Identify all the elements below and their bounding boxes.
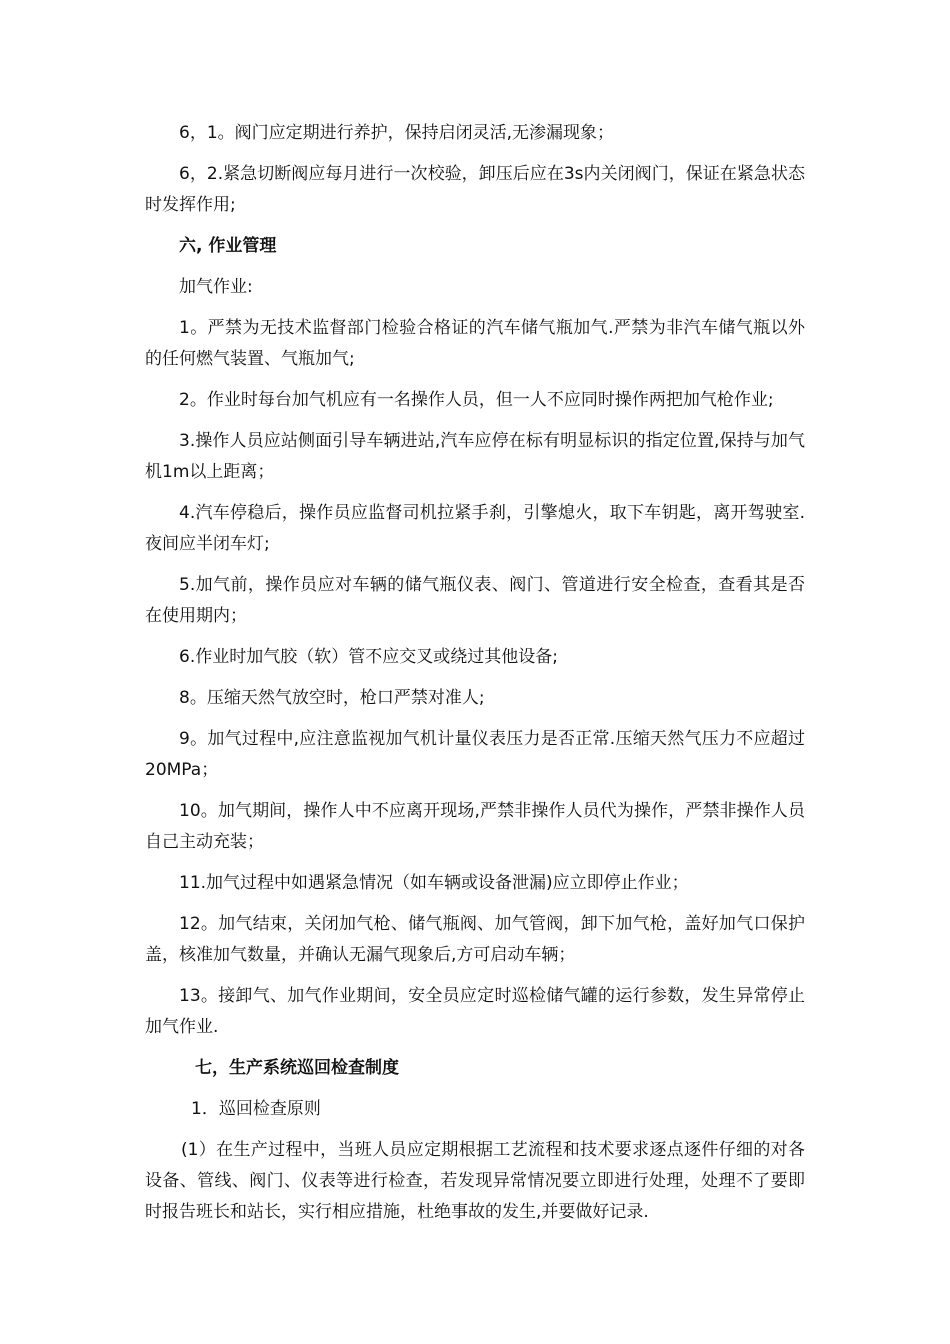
paragraph-6-1: 6，1。阀门应定期进行养护，保持启闭灵活,无渗漏现象； <box>179 123 615 143</box>
rule-3: 3.操作人员应站侧面引导车辆进站,汽车应停在标有明显标识的指定位置,保持与加气机1m以上距离； <box>145 431 805 482</box>
section-heading-6: 六, 作业管理 <box>179 236 277 256</box>
rule-6: 6.作业时加气胶（软）管不应交叉或绕过其他设备; <box>179 647 558 667</box>
inspection-principle-1: (1）在生产过程中，当班人员应定期根据工艺流程和技术要求逐点逐件仔细的对各设备、管线、阀门、仪表等进行检查，若发现异常情况要立即进行处理，处理不了要即时报告班长和站长，实行相应措施，杜绝事故的发生,并要做好记录. <box>145 1140 805 1222</box>
rule-4: 4.汽车停稳后，操作员应监督司机拉紧手刹，引擎熄火，取下车钥匙，离开驾驶室.夜间应半闭车灯; <box>145 503 805 554</box>
document-body <box>145 118 805 1228</box>
rule-13: 13。接卸气、加气作业期间，安全员应定时巡检储气罐的运行参数，发生异常停止加气作业. <box>145 986 805 1037</box>
subheading-refueling: 加气作业: <box>179 277 253 297</box>
subsection-1-title: 1．巡回检查原则 <box>191 1099 321 1119</box>
rule-2: 2。作业时每台加气机应有一名操作人员，但一人不应同时操作两把加气枪作业; <box>179 390 774 410</box>
rule-5: 5.加气前，操作员应对车辆的储气瓶仪表、阀门、管道进行安全检查，查看其是否在使用期内； <box>145 575 805 626</box>
rule-11: 11.加气过程中如遇紧急情况（如车辆或设备泄漏)应立即停止作业； <box>179 873 689 893</box>
paragraph-6-2: 6，2.紧急切断阀应每月进行一次校验，卸压后应在3s内关闭阀门，保证在紧急状态时发挥作用; <box>145 164 805 215</box>
rule-1: 1。严禁为无技术监督部门检验合格证的汽车储气瓶加气.严禁为非汽车储气瓶以外的任何燃气装置、气瓶加气; <box>145 318 805 369</box>
rule-9: 9。加气过程中,应注意监视加气机计量仪表压力是否正常.压缩天然气压力不应超过20MPa； <box>145 729 805 780</box>
rule-10: 10。加气期间，操作人中不应离开现场,严禁非操作人员代为操作，严禁非操作人员自己主动充装； <box>145 801 805 852</box>
rule-8: 8。压缩天然气放空时，枪口严禁对准人; <box>179 688 485 708</box>
section-heading-7: 七，生产系统巡回检查制度 <box>195 1058 399 1078</box>
rule-12: 12。加气结束，关闭加气枪、储气瓶阀、加气管阀，卸下加气枪，盖好加气口保护盖，核准加气数量，并确认无漏气现象后,方可启动车辆； <box>145 914 805 965</box>
